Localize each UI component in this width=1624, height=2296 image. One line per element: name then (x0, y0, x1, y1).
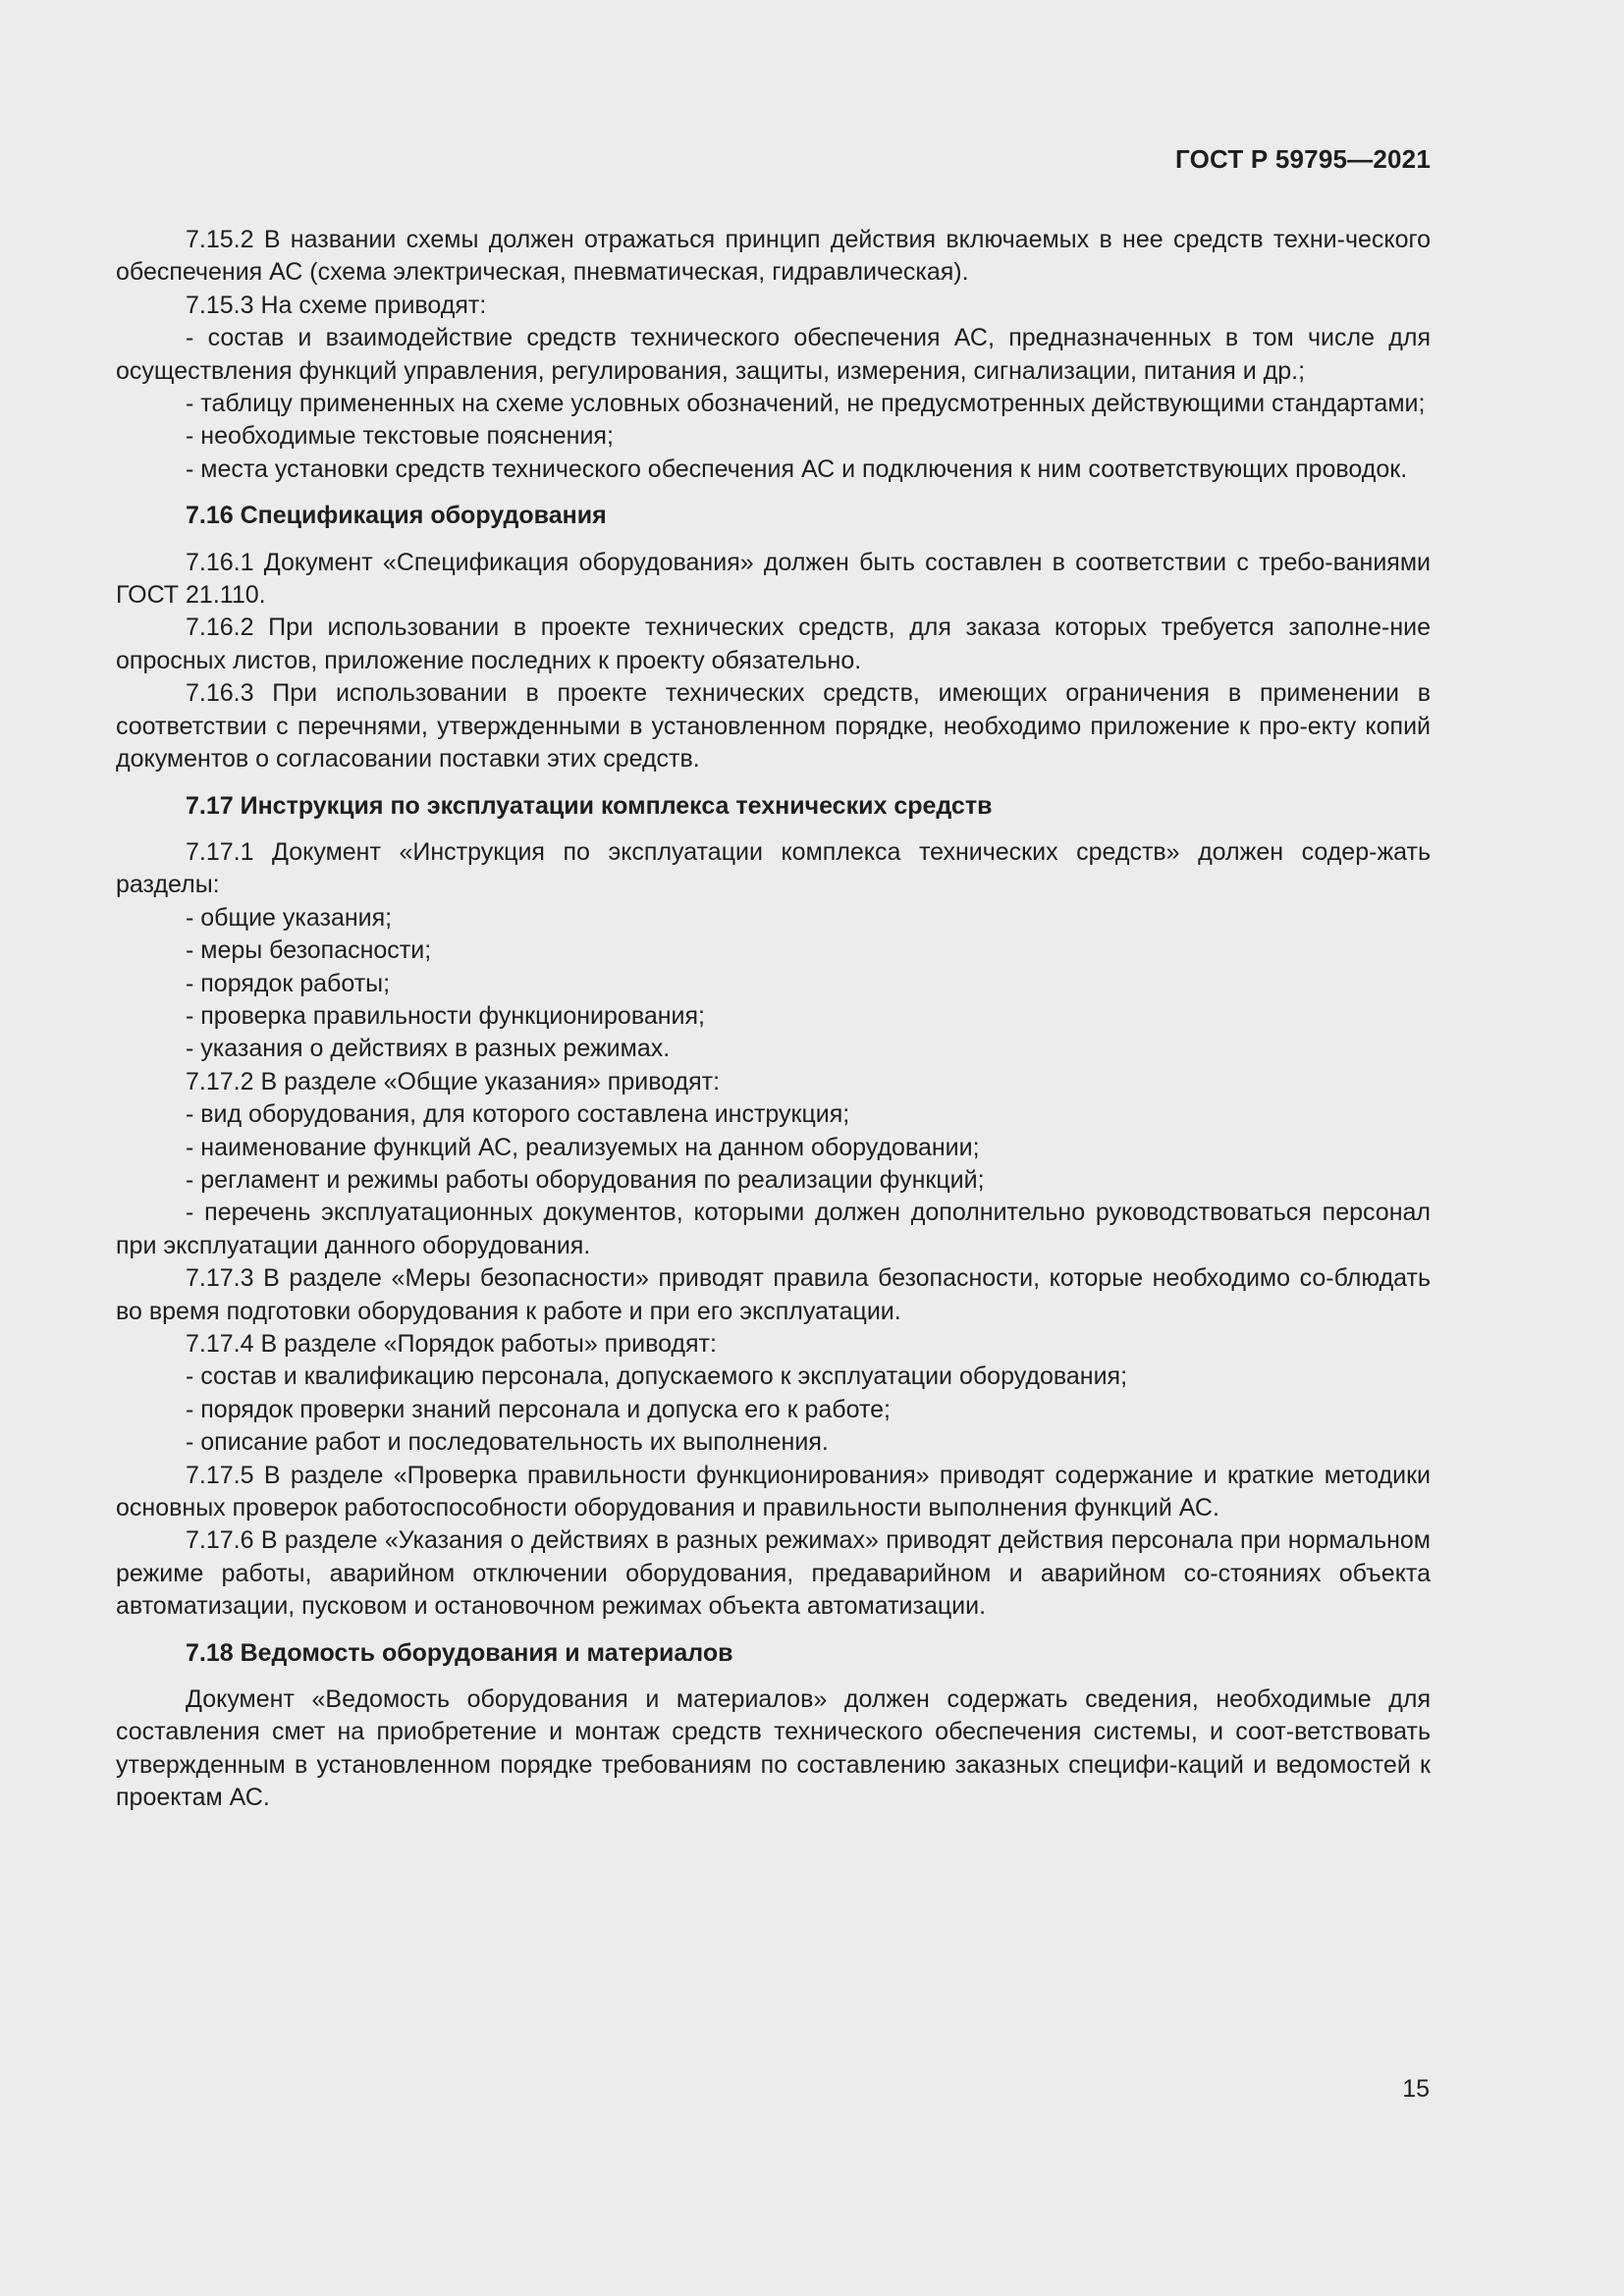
paragraph-7-17-1: 7.17.1 Документ «Инструкция по эксплуатации комплекса технических средств» должен содер-жать разделы: (116, 837, 1431, 899)
paragraph-7-15-2: 7.15.2 В названии схемы должен отражаться принцип действия включаемых в нее средств техни-ческого обеспечения АС (схема электрическая, пневматическая, гидравлическая). (116, 226, 1431, 287)
paragraph-7-15-3: 7.15.3 На схеме приводят: (186, 291, 487, 319)
paragraph-7-17-5: 7.17.5 В разделе «Проверка правильности функционирования» приводят содержание и краткие методики основных проверок работоспособности оборудования и правильности выполнения функций АС. (116, 1461, 1431, 1522)
list-item: - описание работ и последовательность их выполнения. (186, 1428, 829, 1457)
paragraph-7-18: Документ «Ведомость оборудования и материалов» должен содержать сведения, необходимые для составления смет на приобретение и монтаж средств технического обеспечения системы, и соот-ветствовать утвержденным в установленном порядке требованиям по составлению заказных специфи-каций и ведомостей к проектам АС. (116, 1685, 1431, 1812)
list-item: - состав и взаимодействие средств технического обеспечения АС, предназначенных в том числе для осуществления функций управления, регулирования, защиты, измерения, сигнализации, питания и др.; (116, 324, 1431, 385)
list-item: - порядок проверки знаний персонала и допуска его к работе; (186, 1395, 891, 1423)
list-item: - указания о действиях в разных режимах. (186, 1035, 671, 1063)
document-body (116, 224, 1431, 1815)
paragraph-7-17-4: 7.17.4 В разделе «Порядок работы» приводят: (186, 1330, 717, 1358)
list-item: - регламент и режимы работы оборудования по реализации функций; (186, 1165, 985, 1194)
section-heading-7-16: 7.16 Спецификация оборудования (186, 502, 607, 530)
paragraph-7-16-1: 7.16.1 Документ «Спецификация оборудования» должен быть составлен в соответствии с требо-ваниями ГОСТ 21.110. (116, 548, 1431, 610)
paragraph-7-16-2: 7.16.2 При использовании в проекте технических средств, для заказа которых требуется заполне-ние опросных листов, приложение последних к проекту обязательно. (116, 614, 1431, 674)
paragraph-7-17-2: 7.17.2 В разделе «Общие указания» приводят: (186, 1067, 721, 1095)
page-number: 15 (1402, 2075, 1430, 2103)
list-item: - таблицу примененных на схеме условных обозначений, не предусмотренных действующими стандартами; (186, 390, 1426, 418)
list-item: - общие указания; (186, 903, 393, 932)
list-item: - места установки средств технического обеспечения АС и подключения к ним соответствующих проводок. (186, 454, 1408, 483)
section-heading-7-17: 7.17 Инструкция по эксплуатации комплекса технических средств (186, 791, 993, 820)
list-item: - вид оборудования, для которого составлена инструкция; (186, 1100, 850, 1129)
list-item: - проверка правильности функционирования; (186, 1001, 705, 1030)
list-item: - меры безопасности; (186, 936, 432, 965)
list-item: - порядок работы; (186, 969, 391, 997)
paragraph-7-16-3: 7.16.3 При использовании в проекте технических средств, имеющих ограничения в применении в соответствии с перечнями, утвержденными в установленном порядке, необходимо приложение к про-екту копий документов о согласовании поставки этих средств. (116, 679, 1431, 774)
section-heading-7-18: 7.18 Ведомость оборудования и материалов (186, 1638, 733, 1667)
list-item: - наименование функций АС, реализуемых на данном оборудовании; (186, 1133, 980, 1161)
list-item: - перечень эксплуатационных документов, которыми должен дополнительно руководствоваться персонал при эксплуатации данного оборудования. (116, 1199, 1431, 1259)
paragraph-7-17-3: 7.17.3 В разделе «Меры безопасности» приводят правила безопасности, которые необходимо со-блюдать во время подготовки оборудования к работе и при его эксплуатации. (116, 1264, 1431, 1325)
list-item: - необходимые текстовые пояснения; (186, 422, 614, 451)
list-item: - состав и квалификацию персонала, допускаемого к эксплуатации оборудования; (186, 1362, 1128, 1391)
paragraph-7-17-6: 7.17.6 В разделе «Указания о действиях в разных режимах» приводят действия персонала при нормальном режиме работы, аварийном отключении оборудования, предаварийном и аварийном со-стояниях объекта автоматизации, пусковом и остановочном режимах объекта автоматизации. (116, 1526, 1431, 1621)
standard-designation: ГОСТ Р 59795—2021 (1175, 144, 1431, 174)
